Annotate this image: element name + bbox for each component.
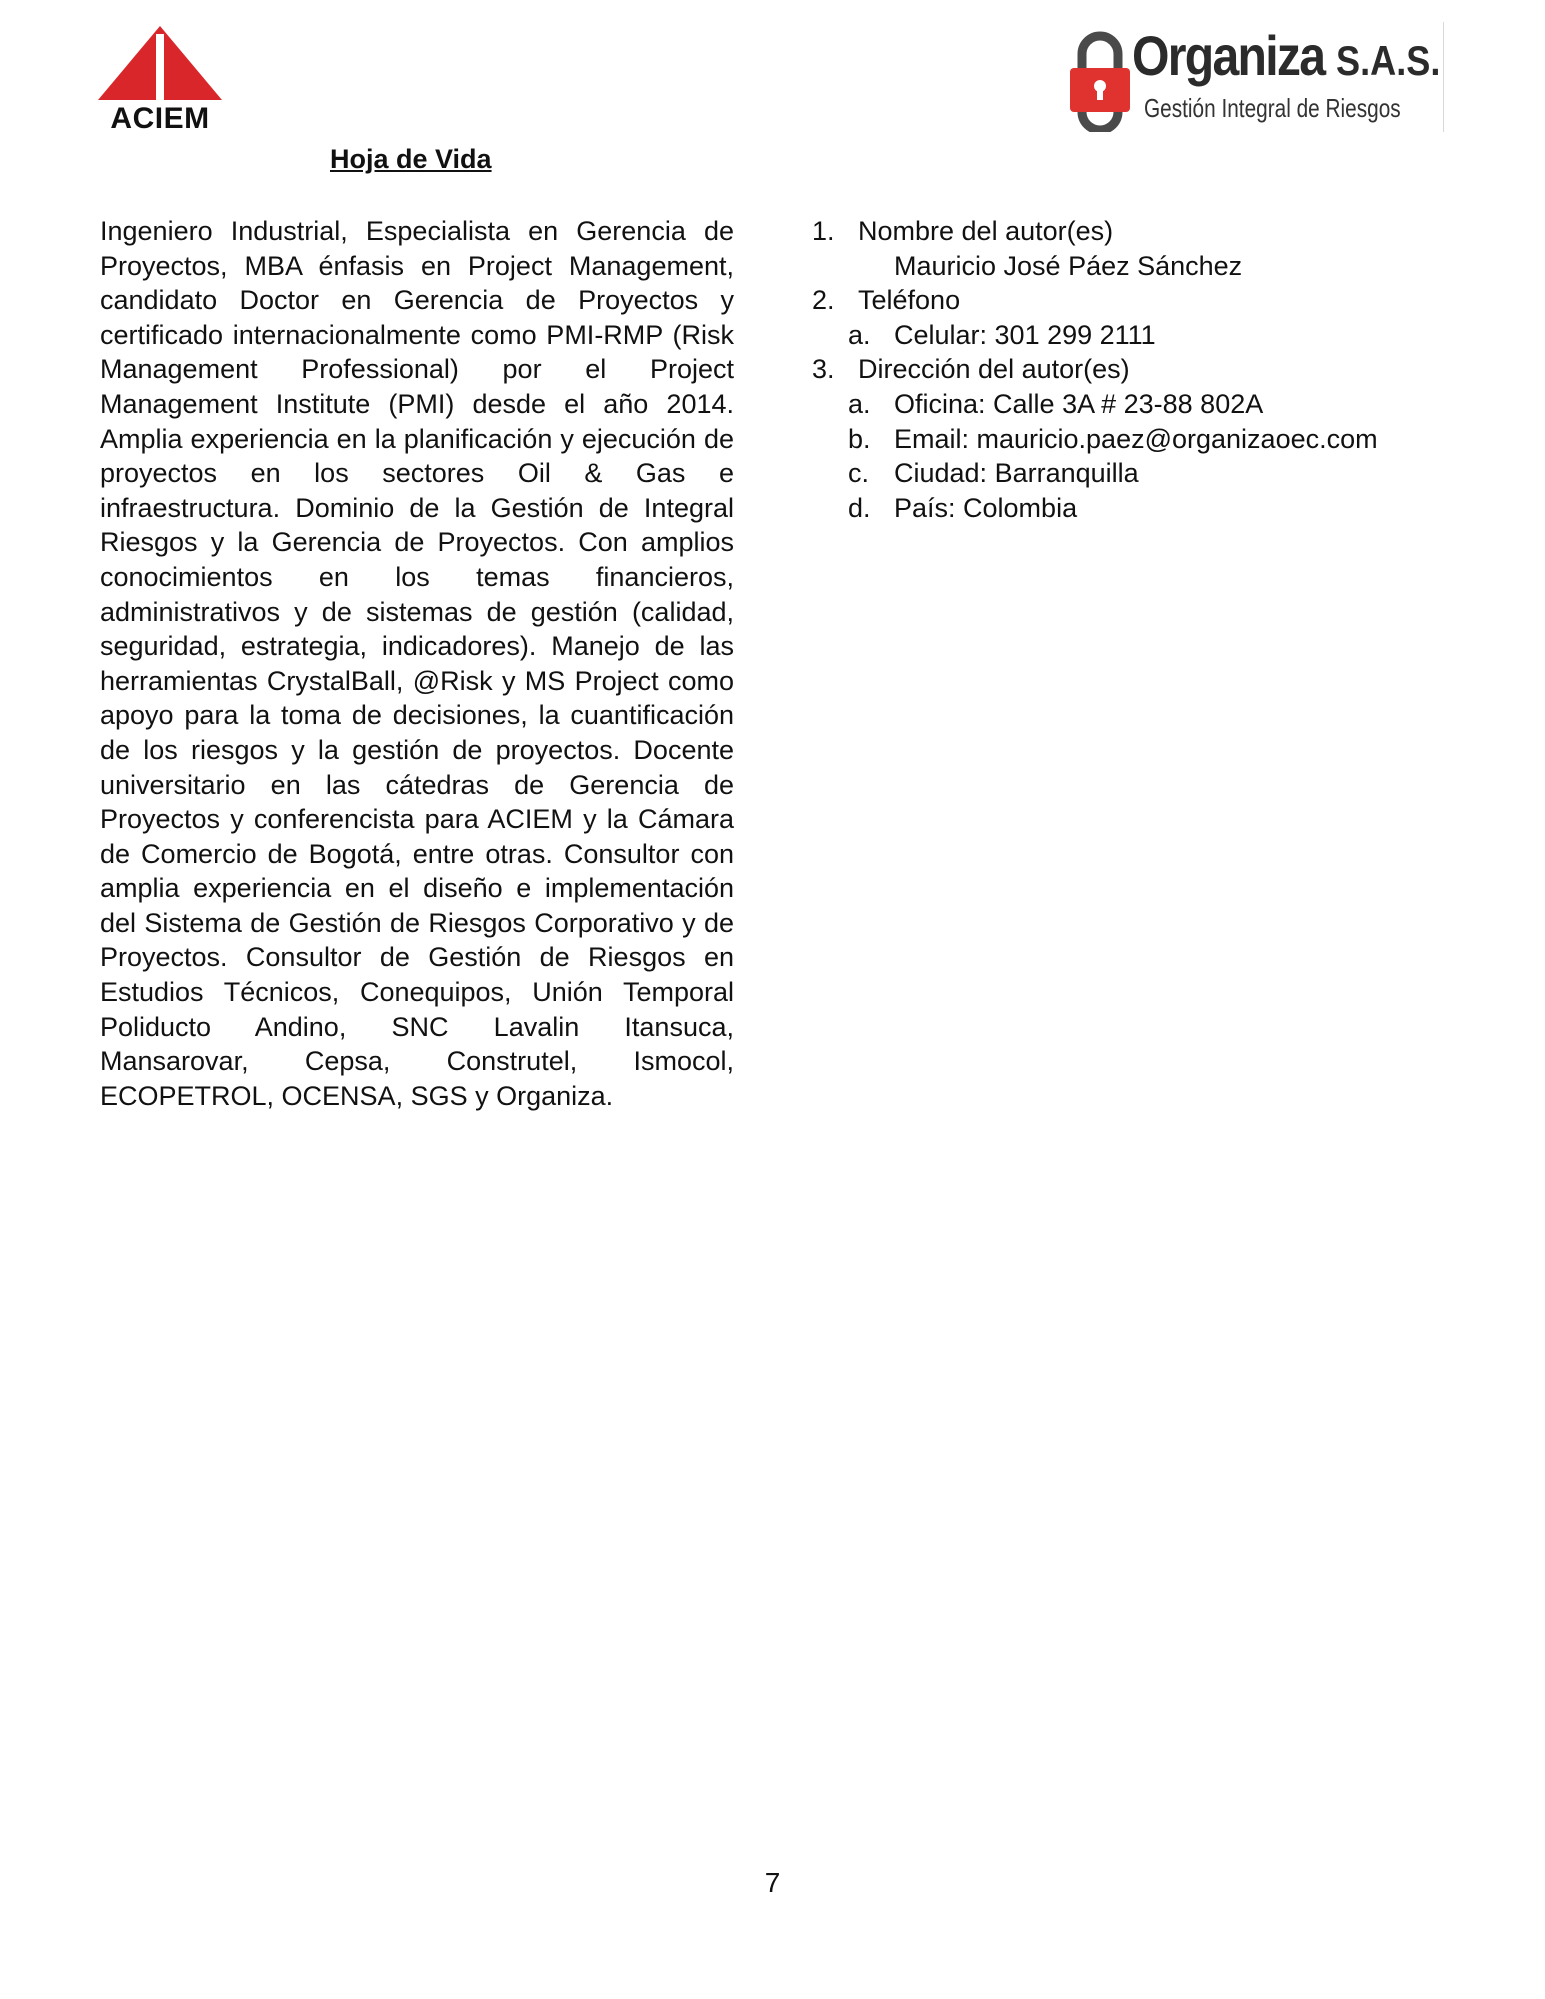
city-value: Ciudad: Barranquilla <box>894 458 1139 489</box>
list-item <box>812 422 1472 457</box>
list-item <box>812 318 1472 353</box>
aciem-triangle-icon <box>98 26 222 106</box>
aciem-logo-text: ACIEM <box>110 102 210 135</box>
organiza-logo <box>1068 22 1448 134</box>
list-item <box>812 283 1472 318</box>
list-number: 2. <box>812 285 835 316</box>
list-item <box>812 214 1472 249</box>
list-label: Nombre del autor(es) <box>858 216 1114 246</box>
author-name: Mauricio José Páez Sánchez <box>894 250 1243 281</box>
office-value: Oficina: Calle 3A # 23-88 802A <box>894 388 1264 419</box>
sub-letter: a. <box>848 319 871 350</box>
list-item <box>812 249 1472 284</box>
list-item <box>812 456 1472 491</box>
page-title: Hoja de Vida <box>330 144 492 174</box>
sub-letter: c. <box>848 458 870 489</box>
page-number: 7 <box>764 1867 781 1898</box>
list-number: 1. <box>812 216 835 246</box>
email-value: Email: mauricio.paez@organizaoec.com <box>894 423 1378 454</box>
list-label: Teléfono <box>858 285 961 316</box>
list-number: 3. <box>812 354 835 385</box>
logo-divider <box>1443 22 1444 132</box>
list-item <box>812 352 1472 387</box>
padlock-icon <box>1068 28 1132 132</box>
organiza-tagline: Gestión Integral de Riesgos <box>1144 93 1401 123</box>
list-label: Dirección del autor(es) <box>858 354 1130 385</box>
author-info-list <box>812 214 1472 525</box>
list-item <box>812 491 1472 526</box>
list-item <box>812 387 1472 422</box>
bio-paragraph: Ingeniero Industrial, Especialista en Gerencia de Proyectos, MBA énfasis en Project Management, candidato Doctor en Gerencia de Proyectos y certificado internacionalmente como PMI-RMP (Risk Management Professional) por el Project Management Institute (PMI) desde el año 2014. Amplia experiencia en la planificación y ejecución de proyectos en los sectores Oil & Gas e infraestructura. Dominio de la Gestión de Integral Riesgos y la Gerencia de Proyectos. Con amplios conocimientos en los temas financieros, administrativos y de sistemas de gestión (calidad, seguridad, estrategia, indicadores). Manejo de las herramientas CrystalBall, @Risk y MS Project como apoyo para la toma de decisiones, la cuantificación de los riesgos y la gestión de proyectos. Docente universitario en las cátedras de Gerencia de Proyectos y conferencista para ACIEM y la Cámara de Comercio de Bogotá, entre otras. Consultor con amplia experiencia en el diseño e implementación del Sistema de Gestión de Riesgos Corporativo y de Proyectos. Consultor de Gestión de Riesgos en Estudios Técnicos, Conequipos, Unión Temporal Poliducto Andino, SNC Lavalin Itansuca, Mansarovar, Cepsa, Construtel, Ismocol, ECOPETROL, OCENSA, SGS y Organiza. <box>100 216 734 1111</box>
aciem-logo <box>98 26 222 136</box>
sub-letter: b. <box>848 423 871 454</box>
organiza-wordmark <box>1132 24 1440 93</box>
sub-letter: a. <box>848 388 871 419</box>
organiza-name: Organiza <box>1132 24 1325 87</box>
country-value: País: Colombia <box>894 492 1078 523</box>
phone-value: Celular: 301 299 2111 <box>894 319 1156 350</box>
sub-letter: d. <box>848 492 871 523</box>
organiza-suffix: S.A.S. <box>1335 37 1441 84</box>
